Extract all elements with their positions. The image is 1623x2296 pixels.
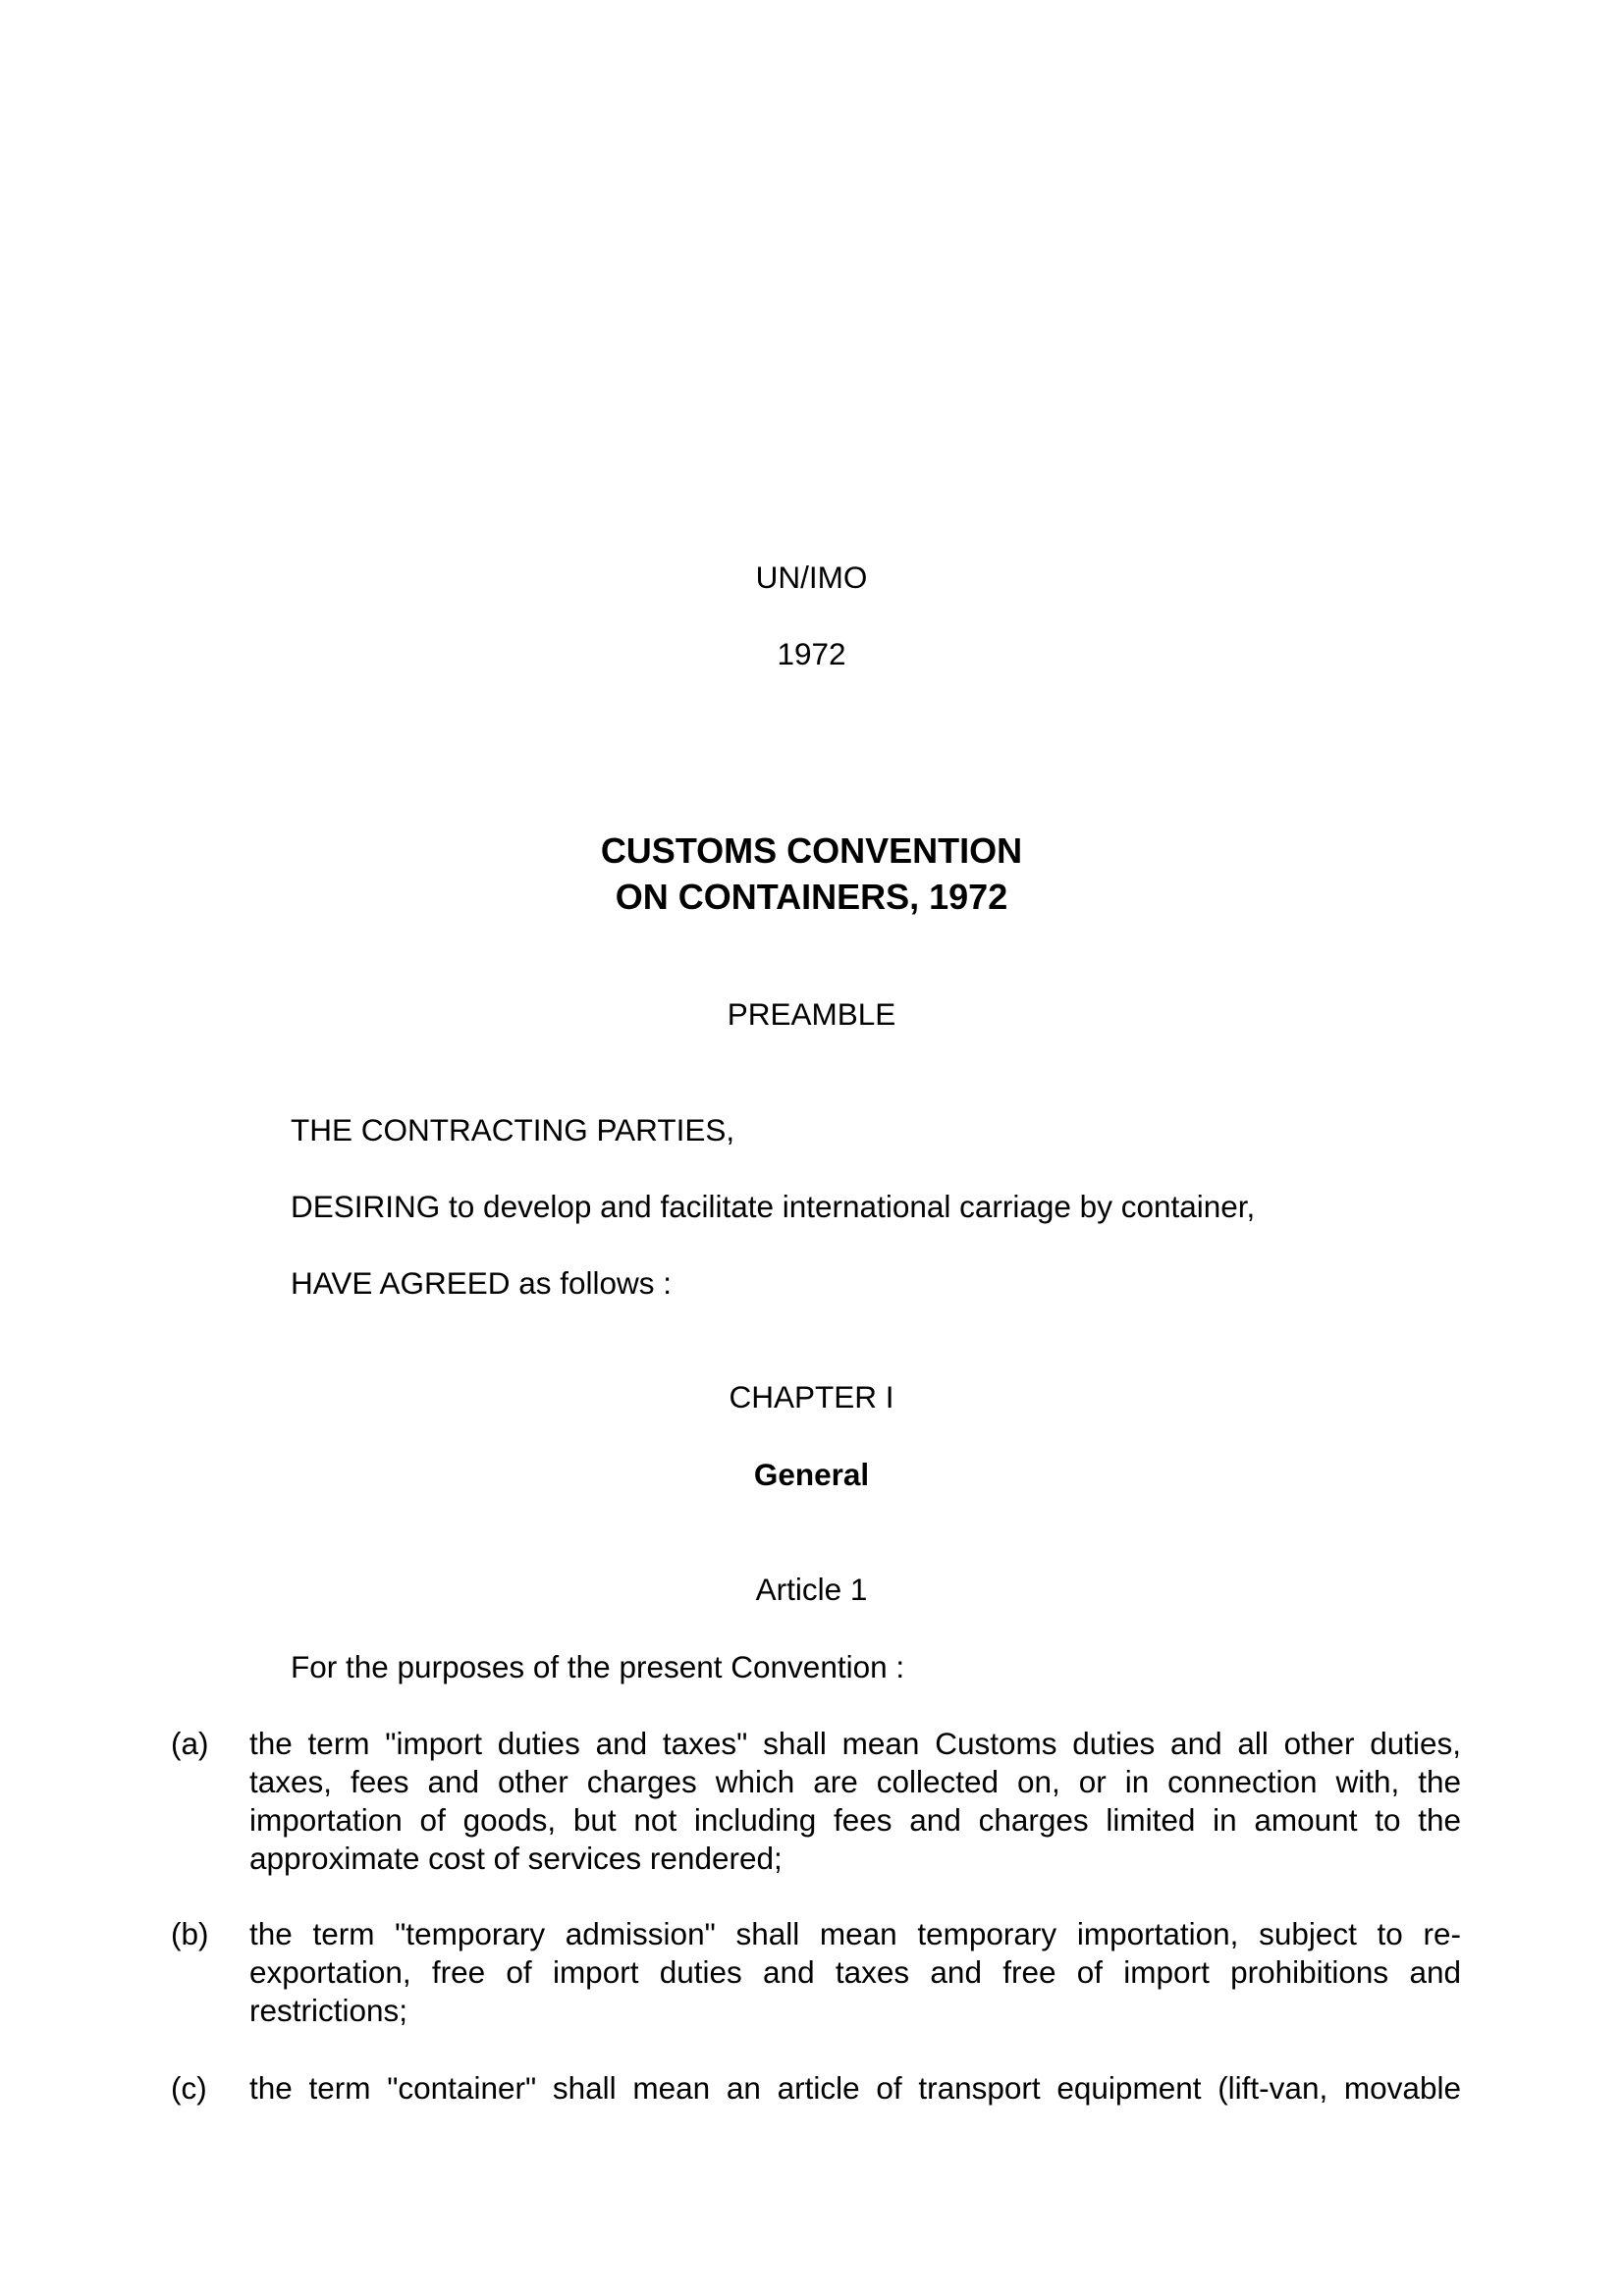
document-title-line-1: CUSTOMS CONVENTION (600, 830, 1023, 871)
preamble-agreed: HAVE AGREED as follows : (291, 1265, 673, 1301)
item-a-text: the term "import duties and taxes" shall mean Customs duties and all other duties, taxes, fees and other charges which are collected on, or in connection with, the importation of goods, but not including fees and charges limited in amount to the approximate cost of services rendered; (249, 1726, 1461, 1876)
preamble-desiring: DESIRING to develop and facilitate international carriage by container, (291, 1189, 1256, 1224)
item-c-label: (c) (171, 2070, 207, 2106)
item-b-label: (b) (171, 1916, 209, 1951)
item-b-text: the term "temporary admission" shall mean temporary importation, subject to re-exportation, free of import duties and taxes and free of import prohibitions and restrictions; (249, 1916, 1461, 2028)
chapter-name: General (753, 1457, 870, 1492)
document-title-line-2: ON CONTAINERS, 1972 (615, 877, 1008, 917)
article-intro: For the purposes of the present Convention : (291, 1649, 905, 1684)
preamble-heading: PREAMBLE (727, 996, 896, 1032)
header-year: 1972 (777, 636, 846, 671)
preamble-parties: THE CONTRACTING PARTIES, (291, 1112, 735, 1148)
header-org: UN/IMO (755, 560, 868, 595)
item-c-text: the term "container" shall mean an article of transport equipment (lift-van, movable (249, 2070, 1461, 2106)
item-a-label: (a) (171, 1726, 209, 1761)
article-heading: Article 1 (755, 1572, 868, 1607)
chapter-number: CHAPTER I (729, 1379, 894, 1415)
